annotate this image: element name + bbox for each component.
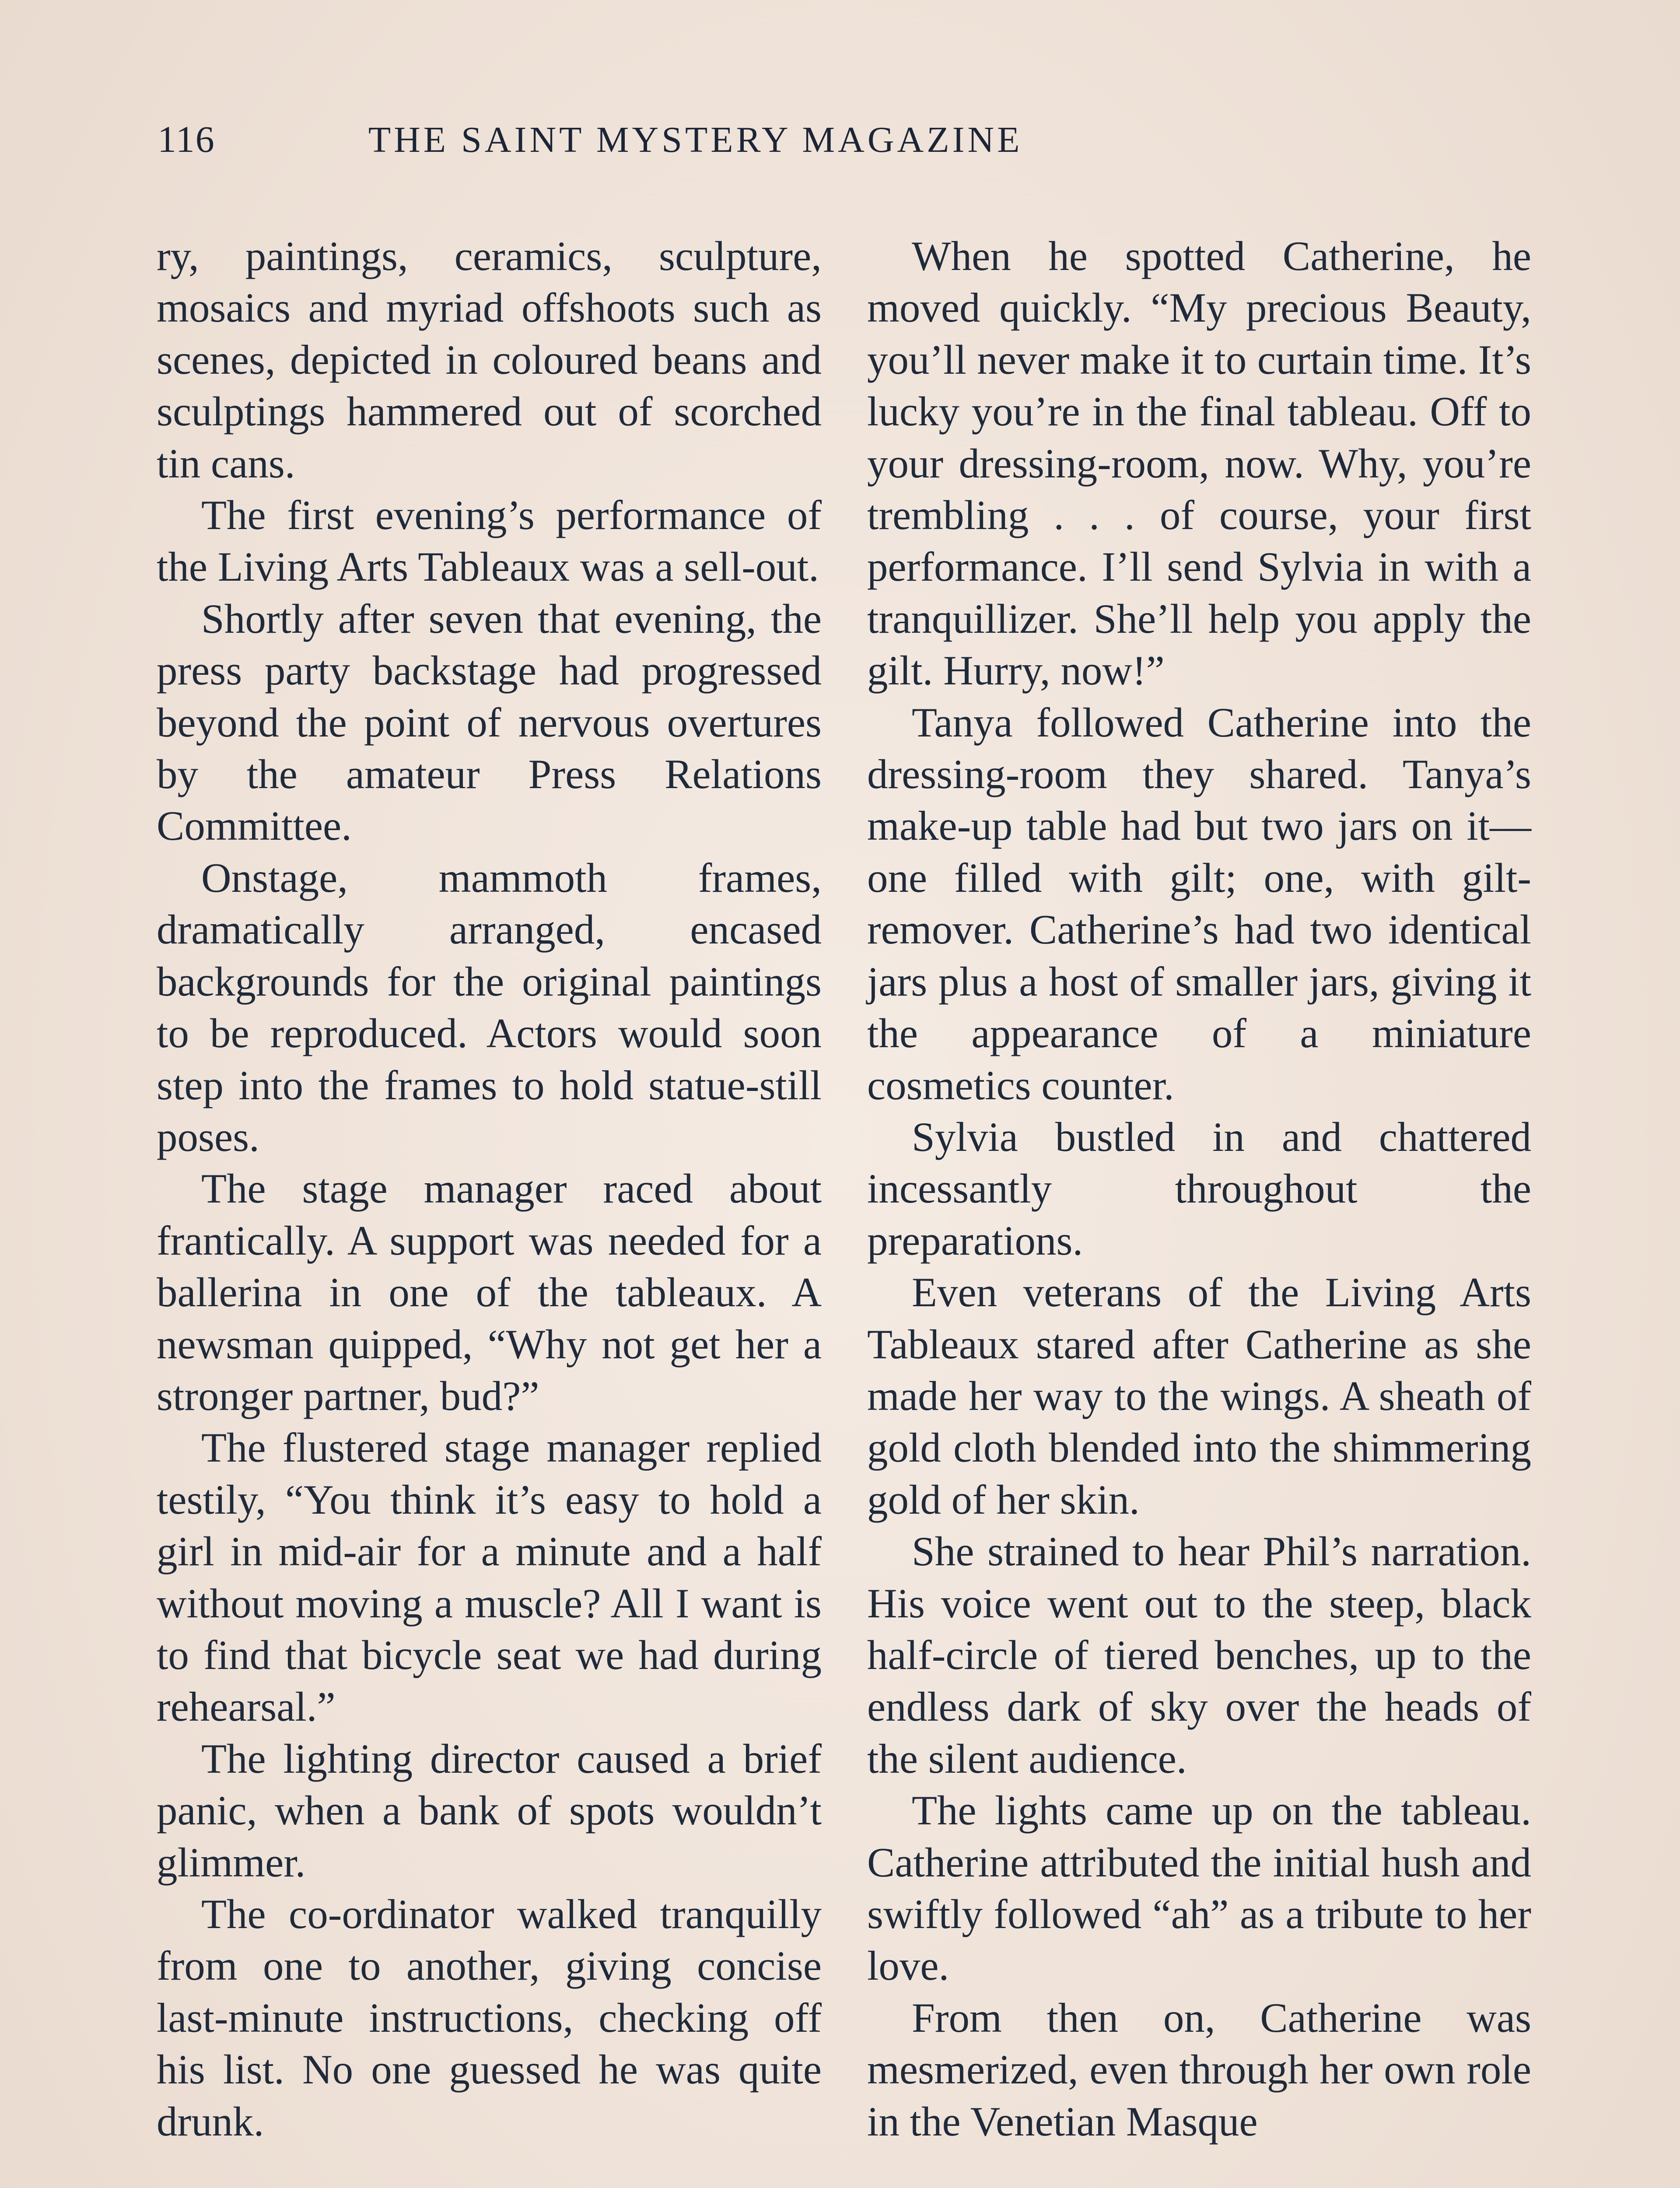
paragraph: The lights came up on the tableau. Catherine attributed the initial hush and swiftly followed “ah” as a tribute to her love. [867, 1787, 1531, 1989]
paragraph: Even veterans of the Living Arts Tableaux stared after Catherine as she made her way to the wings. A sheath of gold cloth blended into the shimmering gold of her skin. [867, 1269, 1531, 1523]
paragraph: Sylvia bustled in and chattered incessantly throughout the preparations. [867, 1113, 1531, 1264]
paragraph: Shortly after seven that evening, the press party backstage had progressed beyond the point of nervous overtures by the amateur Press Relations Committee. [157, 595, 822, 849]
paragraph: From then on, Catherine was mesmerized, even through her own role in the Venetian Masque [867, 1994, 1531, 2145]
page-header [158, 117, 1164, 170]
paragraph: The stage manager raced about frantically. A support was needed for a ballerina in one of the tableaux. A newsman quipped, “Why not get her a stronger partner, bud?” [157, 1165, 822, 1419]
left-column [157, 230, 822, 2147]
paragraph: Tanya followed Catherine into the dressing-room they shared. Tanya’s make-up table had but two jars on it—one filled with gilt; one, with gilt-remover. Catherine’s had two identical jars plus a host of smaller jars, giving it the appearance of a miniature cosmetics counter. [867, 699, 1531, 1108]
paragraph: When he spotted Catherine, he moved quickly. “My precious Beauty, you’ll never make it to curtain time. It’s lucky you’re in the final tableau. Off to your dressing-room, now. Why, you’re trembling . . . of course, your first performance. I’ll send Sylvia in with a tranquillizer. She’ll help you apply the gilt. Hurry, now!” [867, 233, 1531, 694]
paragraph: The lighting director caused a brief panic, when a bank of spots wouldn’t glimmer. [157, 1735, 822, 1886]
page-number: 116 [158, 118, 215, 160]
running-head: THE SAINT MYSTERY MAGAZINE [368, 119, 1023, 160]
paragraph: Onstage, mammoth frames, dramatically arranged, encased backgrounds for the original paintings to be reproduced. Actors would soon step into the frames to hold statue-still poses. [157, 854, 822, 1160]
paragraph: The flustered stage manager replied testily, “You think it’s easy to hold a girl in mid-air for a minute and a half without moving a muscle? All I want is to find that bicycle seat we had during rehearsal.” [157, 1424, 822, 1730]
paragraph: ry, paintings, ceramics, sculpture, mosaics and myriad offshoots such as scenes, depicted in coloured beans and sculptings hammered out of scorched tin cans. [157, 233, 822, 487]
right-column [867, 230, 1531, 2147]
paragraph: The co-ordinator walked tranquilly from one to another, giving concise last-minute instructions, checking off his list. No one guessed he was quite drunk. [157, 1891, 822, 2145]
paragraph: The first evening’s performance of the Living Arts Tableaux was a sell-out. [157, 492, 822, 590]
paragraph: She strained to hear Phil’s narration. His voice went out to the steep, black half-circle of tiered benches, up to the endless dark of sky over the heads of the silent audience. [867, 1528, 1531, 1782]
